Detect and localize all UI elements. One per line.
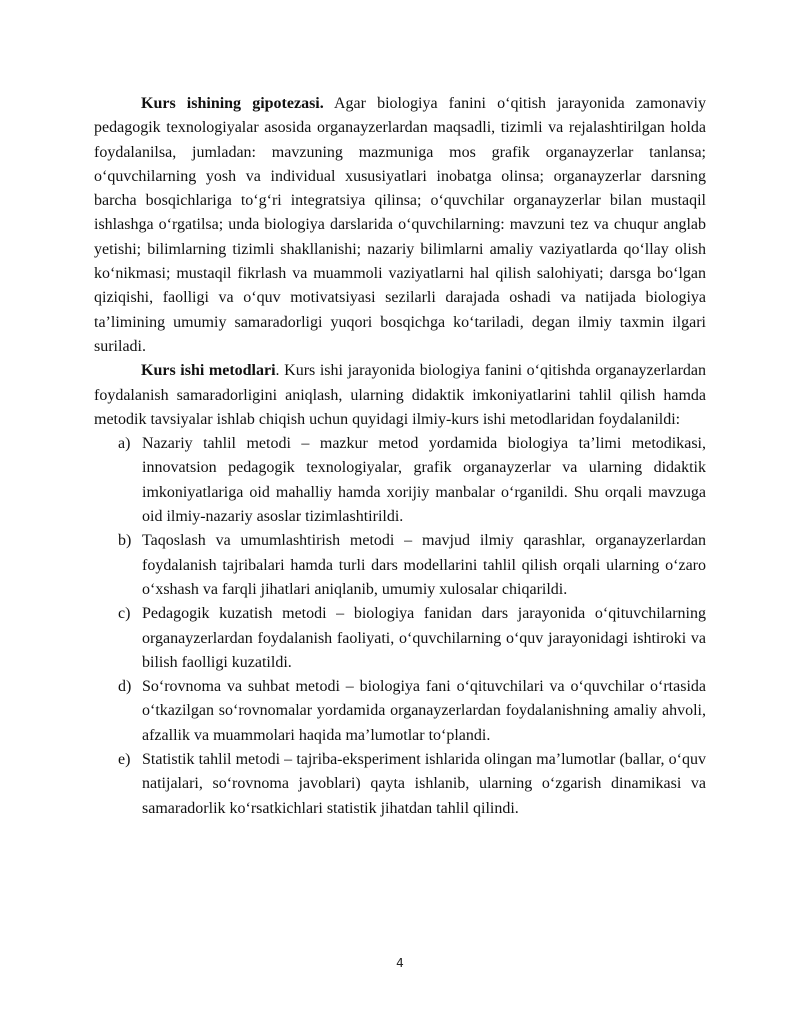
document-page bbox=[94, 92, 706, 821]
list-item-text: Nazariy tahlil metodi – mazkur metod yordamida biologiya ta’limi metodikasi, innovatsion pedagogik texnologiyalar, grafik organayzerlar va ularning didaktik imkoniyatlariga oid mahalliy hamda xorijiy manbalar o‘rganildi. Shu orqali mavzuga oid ilmiy-nazariy asoslar tizimlashtirildi. bbox=[142, 435, 706, 526]
list-marker: a) bbox=[118, 435, 131, 453]
list-item-text: So‘rovnoma va suhbat metodi – biologiya fani o‘qituvchilari va o‘quvchilar o‘rtasida o‘tkazilgan so‘rovnomalar yordamida organayzerlardan foydalanishning amaliy ahvoli, afzallik va muammolari haqida ma’lumotlar to‘plandi. bbox=[142, 678, 706, 744]
methods-paragraph bbox=[94, 359, 706, 432]
hypothesis-heading: Kurs ishining gipotezasi. bbox=[141, 95, 324, 112]
page-number: 4 bbox=[396, 956, 404, 970]
methods-heading: Kurs ishi metodlari bbox=[141, 362, 276, 380]
list-marker: e) bbox=[118, 751, 131, 769]
list-item-text: Taqoslash va umumlashtirish metodi – mavjud ilmiy qarashlar, organayzerlardan foydalanish tajribalari hamda turli dars modellarini tahlil qilish orqali ularning o‘zaro o‘xshash va farqli jihatlari aniqlanib, umumiy xulosalar chiqarildi. bbox=[142, 532, 706, 598]
list-item bbox=[94, 748, 706, 821]
list-marker: c) bbox=[118, 605, 131, 623]
list-item bbox=[94, 602, 706, 675]
list-item bbox=[94, 675, 706, 748]
hypothesis-paragraph bbox=[94, 92, 706, 359]
methods-list bbox=[94, 432, 706, 821]
list-item-text: Pedagogik kuzatish metodi – biologiya fanidan dars jarayonida o‘qituvchilarning organayzerlardan foydalanish faoliyati, o‘quvchilarning o‘quv jarayonidagi ishtiroki va bilish faolligi kuzatildi. bbox=[142, 605, 706, 671]
hypothesis-text: Agar biologiya fanini o‘qitish jarayonida zamonaviy pedagogik texnologiyalar asosida organayzerlardan maqsadli, tizimli va rejalashtirilgan holda foydalanilsa, jumladan: mavzuning mazmuniga mos grafik organayzerlar tanlansa; o‘quvchilarning yosh va individual xususiyatlari inobatga olinsa; organayzerlar darsning barcha bosqichlariga to‘g‘ri integratsiya qilinsa; o‘quvchilar organayzerlar bilan mustaqil ishlashga o‘rgatilsa; unda biologiya darslarida o‘quvchilarning: mavzuni tez va chuqur anglab yetishi; bilimlarning tizimli shakllanishi; nazariy bilimlarni amaliy vaziyatlarda qo‘llay olish ko‘nikmasi; mustaqil fikrlash va muammoli vaziyatlarni hal qilish salohiyati; darsga bo‘lgan qiziqishi, faolligi va o‘quv motivatsiyasi sezilarli darajada oshadi va natijada biologiya ta’limining umumiy samaradorligi yuqori bosqichga ko‘tariladi, degan ilmiy taxmin ilgari suriladi. bbox=[94, 95, 707, 355]
list-marker: d) bbox=[118, 678, 132, 696]
methods-text: . Kurs ishi jarayonida biologiya fanini o‘qitishda organayzerlardan foydalanish samaradorligini aniqlash, ularning didaktik imkoniyatlarini tahlil qilish hamda metodik tavsiyalar ishlab chiqish uchun quyidagi ilmiy-kurs ishi metodlaridan foydalanildi: bbox=[94, 362, 707, 428]
list-item bbox=[94, 432, 706, 529]
list-marker: b) bbox=[118, 532, 132, 550]
list-item-text: Statistik tahlil metodi – tajriba-eksperiment ishlarida olingan ma’lumotlar (ballar, o‘quv natijalari, so‘rovnoma javoblari) qayta ishlanib, ularning o‘zgarish dinamikasi va samaradorlik ko‘rsatkichlari statistik jihatdan tahlil qilindi. bbox=[142, 751, 706, 817]
list-item bbox=[94, 529, 706, 602]
